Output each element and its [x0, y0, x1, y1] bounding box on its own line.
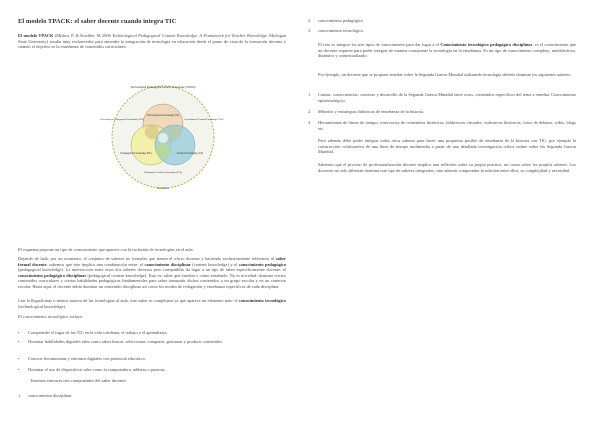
- tpk-label: Technological Pedagogical Knowledge (TPK): [100, 119, 144, 121]
- list-number: 2.: [308, 18, 312, 23]
- paragraph-5: El conocimiento tecnológico incluye:: [18, 314, 84, 319]
- list-item: conocimiento disciplinar: [28, 393, 72, 398]
- list-number: 3.: [308, 28, 312, 33]
- list-item: conocimiento pedagógico: [318, 18, 364, 23]
- right-paragraph-2: Por ejemplo, un docente que se propone enseñar sobre la Segunda Guerra Mundial utilizando tecnología debería dominar los siguientes saberes:: [318, 72, 572, 77]
- intro-tail: , Michigan State University) resulta muy esclarecedor para entender la integración de tecnología en educación desde el punto de vista de la formación docente y cuando el objetivo es la enseñanza de contenidos curriculares.: [18, 33, 286, 49]
- tk-label: Technological Knowledge (TK): [146, 114, 180, 117]
- tpack-center: [158, 133, 168, 143]
- list-number: 1.: [308, 92, 312, 97]
- intro-paragraph: [18, 33, 286, 50]
- diagram-title: Technological Pedagogical Content Knowledge (TPACK): [130, 86, 196, 89]
- pk-label: Pedagogical Knowledge (PK): [120, 152, 152, 155]
- bullet-dot: •: [18, 330, 20, 335]
- list-item: Herramientas de líneas de tiempo, reservorios de contenidos históricos, bibliotecas virtuales, videotecas históricas, foros de debates, wikis, blogs etc.: [318, 120, 576, 131]
- ck-label: Content Knowledge (CK): [176, 152, 204, 155]
- list-item: Comprender el lugar de las TIC en la vida cotidiana, el trabajo y el aprendizaje.: [28, 330, 168, 335]
- paragraph-3: Dejando de lado, por un momento, el conjunto de saberes no formales que tienen el oficio docente y haciendo exclusivamente referencia al saber formal docente, sabemos que éste implica una combinación entre: el conocimiento disciplinar (content knowledge) y el conocimiento pedagógico (pedagogical knowledge). La intersección entre estos dos saberes diversos pero compatibles da lugar a un tipo de saber específicamente docente: el conocimiento pedagógico disciplinar (pedagogical content knowledge). Esto es: saber qué enseñar y cómo enseñarlo. No es novedad: dominar ciertos contenidos curriculares y ciertas habilidades pedagógicas fundamentales para saber transmitir dichos contenidos o un grupo escolar y en un contexto escolar. Hasta aquí, el docente debía dominar un contenido disciplinar así como los modos de redagación y enseñanza específicos de cada disciplina.: [18, 256, 287, 289]
- tpk-area: [145, 125, 159, 139]
- tck-label: Technological Content Knowledge (TCK): [184, 119, 224, 121]
- pck-label: Pedagogical Content Knowledge (PCK): [143, 172, 183, 174]
- list-number: 2.: [308, 109, 312, 114]
- context-label: Contexts: [157, 186, 169, 190]
- tck-area: [167, 125, 181, 139]
- list-item: Conocer herramientas y entornos digitales con potencial educativo.: [28, 356, 147, 361]
- pck-area: [156, 144, 170, 158]
- tpack-diagram: [100, 80, 224, 190]
- list-item: conocimiento tecnológico: [318, 28, 364, 33]
- right-paragraph-3: Pero además debe poder integrar todos estos saberes para hacer una propuesta posible de enseñanza de la historia con TIC: por ejemplo la construcción colaborativa de una línea de tiempo multimedia a partir de una detallada investigación crítica online sobre las Segunda Guerra Mundial.: [318, 138, 576, 154]
- list-item: Métodos y estrategias didácticas de enseñanza de la historia.: [318, 109, 425, 114]
- list-number: 1.: [18, 393, 22, 398]
- list-number: 3.: [308, 120, 312, 125]
- intro-bold: El modelo TPACK: [18, 33, 54, 38]
- paragraph-6: Tenemos entonces tres componentes del saber docente:: [30, 378, 127, 383]
- list-item: Causas, consecuencias, contexto y desarrollo de la Segunda Guerra Mundial entre otros, contenidos específicos del tema a enseñar. Conocimiento epistemológico.: [318, 92, 576, 103]
- right-paragraph-4: Sabemos que el proceso de profesionalización docente implica una reflexión sobre su propia práctica, así como sobre los propios saberes. Los docentes no sólo deberían dominar este tipo de saberes integrados, sino además comprender la relación entre ellos, su complejidad y necesidad.: [318, 162, 576, 173]
- intro-text: (Mishra, P. & Koehler, M 2006: [53, 33, 113, 38]
- paragraph-2: El esquema propone un tipo de conocimiento que aparece con la inclusión de tecnologías en el aula.: [18, 247, 194, 252]
- bullet-dot: •: [18, 367, 20, 372]
- paragraph-4: Con la llegada más o menos masiva de las tecnologías al aula, este saber se complejiza ya que aparece un elemento más: el conocimiento tecnológico (technological knowledge).: [18, 298, 286, 309]
- page-title: El modelo TPACK: el saber docente cuando integra TIC: [18, 18, 177, 25]
- right-paragraph-1: El reto es integrar los tres tipos de conocimiento para dar lugar a el Conocimiento tecnológico pedagógico disciplinar, es el conocimiento que un docente requiere para poder integrar de manera consistente la tecnología en la enseñanza. Es un tipo de conocimiento complejo, multifacético, dinámico y contextualizado.: [318, 42, 576, 58]
- intro-citation: Technological Pedagogical Content Knowledge: A Framework for Teacher Knowledge: [112, 33, 267, 38]
- list-item: Dominar el uso de dispositivos tales como la computadora, tabletas o pizarras.: [28, 367, 166, 372]
- bullet-dot: •: [18, 356, 20, 361]
- list-item: Dominar habilidades digitales tales como saber buscar, seleccionar, compartir, gestionar y producir contenidos.: [28, 339, 224, 344]
- bullet-dot: •: [18, 339, 20, 344]
